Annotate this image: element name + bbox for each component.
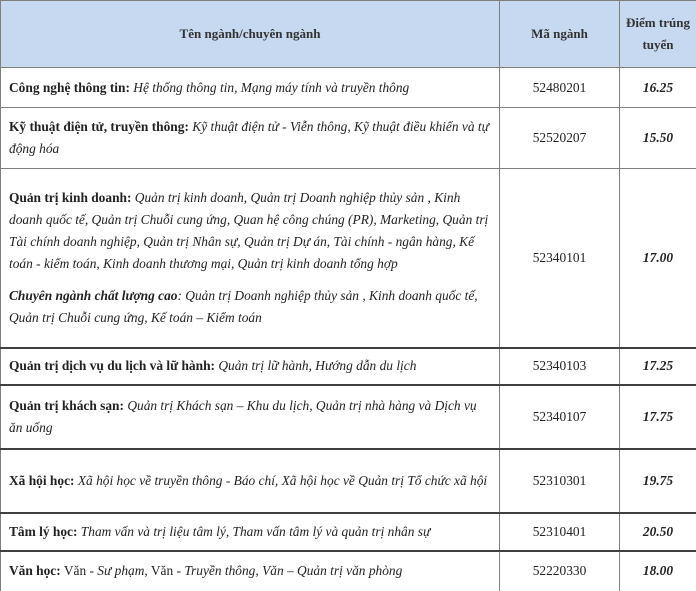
high-quality-detail: : Quản trị Doanh nghiệp thủy sản , Kinh doanh quốc tế, Quản trị Chuỗi cung ứng, Kế toán – Kiểm toán [9,288,478,325]
major-name: Tâm lý học: [9,524,77,539]
major-detail: Quản trị Khách sạn – Khu du lịch, Quản trị nhà hàng và Dịch vụ ăn uống [9,398,477,435]
major-detail-italic: Truyền thông, Văn – Quản trị văn phòng [184,563,402,578]
major-detail-plain: , Văn - [144,563,184,578]
major-name: Quản trị dịch vụ du lịch và lữ hành: [9,358,215,373]
major-score: 17.25 [620,348,696,385]
major-cell [1,551,500,591]
major-detail-italic: Sư phạm [97,563,144,578]
major-name: Quản trị khách sạn: [9,398,124,413]
major-cell [1,385,500,449]
table-row [1,169,696,348]
table-row [1,108,696,169]
major-detail: Tham vấn và trị liệu tâm lý, Tham vấn tâm lý và quản trị nhân sự [81,524,430,539]
major-name: Quản trị kinh doanh: [9,190,131,205]
major-code: 52340107 [500,385,620,449]
major-detail: Quản trị kinh doanh, Quản trị Doanh nghiệp thủy sản , Kinh doanh quốc tế, Quản trị Chuỗi cung ứng, Quan hệ công chúng (PR), Marketing, Quản trị Tài chính doanh nghiệp, Quản trị Nhân sự, Quản trị Dự án, Tài chính - ngân hàng, Kế toán - kiểm toán, Kinh doanh thương mại, Quản trị kinh doanh tổng hợp [9,190,488,271]
major-score: 15.50 [620,108,696,169]
table-row [1,385,696,449]
major-detail-plain: Văn - [64,563,97,578]
table-row [1,68,696,108]
table-row [1,348,696,385]
major-code: 52340101 [500,169,620,348]
major-code: 52340103 [500,348,620,385]
table-header-row [1,1,696,68]
major-name: Xã hội học: [9,473,74,488]
table-row [1,513,696,551]
header-major: Tên ngành/chuyên ngành [1,1,500,68]
major-score: 20.50 [620,513,696,551]
header-score: Điểm trúng tuyển [620,1,696,68]
major-cell [1,108,500,169]
major-code: 52310401 [500,513,620,551]
table-row [1,449,696,513]
high-quality-label: Chuyên ngành chất lượng cao [9,288,178,303]
major-detail: Kỹ thuật điện tử - Viễn thông, Kỹ thuật điều khiển và tự động hóa [9,119,489,156]
major-name: Văn học: [9,563,61,578]
major-detail: Quản trị lữ hành, Hướng dẫn du lịch [218,358,416,373]
major-code: 52310301 [500,449,620,513]
major-cell [1,68,500,108]
major-name: Công nghệ thông tin: [9,80,130,95]
major-score: 17.75 [620,385,696,449]
major-name: Kỹ thuật điện tử, truyền thông: [9,119,189,134]
major-detail: Hệ thống thông tin, Mạng máy tính và truyền thông [133,80,409,95]
major-score: 16.25 [620,68,696,108]
major-score: 19.75 [620,449,696,513]
major-score: 18.00 [620,551,696,591]
major-cell [1,348,500,385]
major-score: 17.00 [620,169,696,348]
major-cell [1,513,500,551]
major-code: 52220330 [500,551,620,591]
major-code: 52480201 [500,68,620,108]
table-row [1,551,696,591]
major-cell [1,449,500,513]
major-detail: Xã hội học về truyền thông - Báo chí, Xã hội học về Quản trị Tổ chức xã hội [78,473,487,488]
major-code: 52520207 [500,108,620,169]
major-cell [1,169,500,348]
header-code: Mã ngành [500,1,620,68]
